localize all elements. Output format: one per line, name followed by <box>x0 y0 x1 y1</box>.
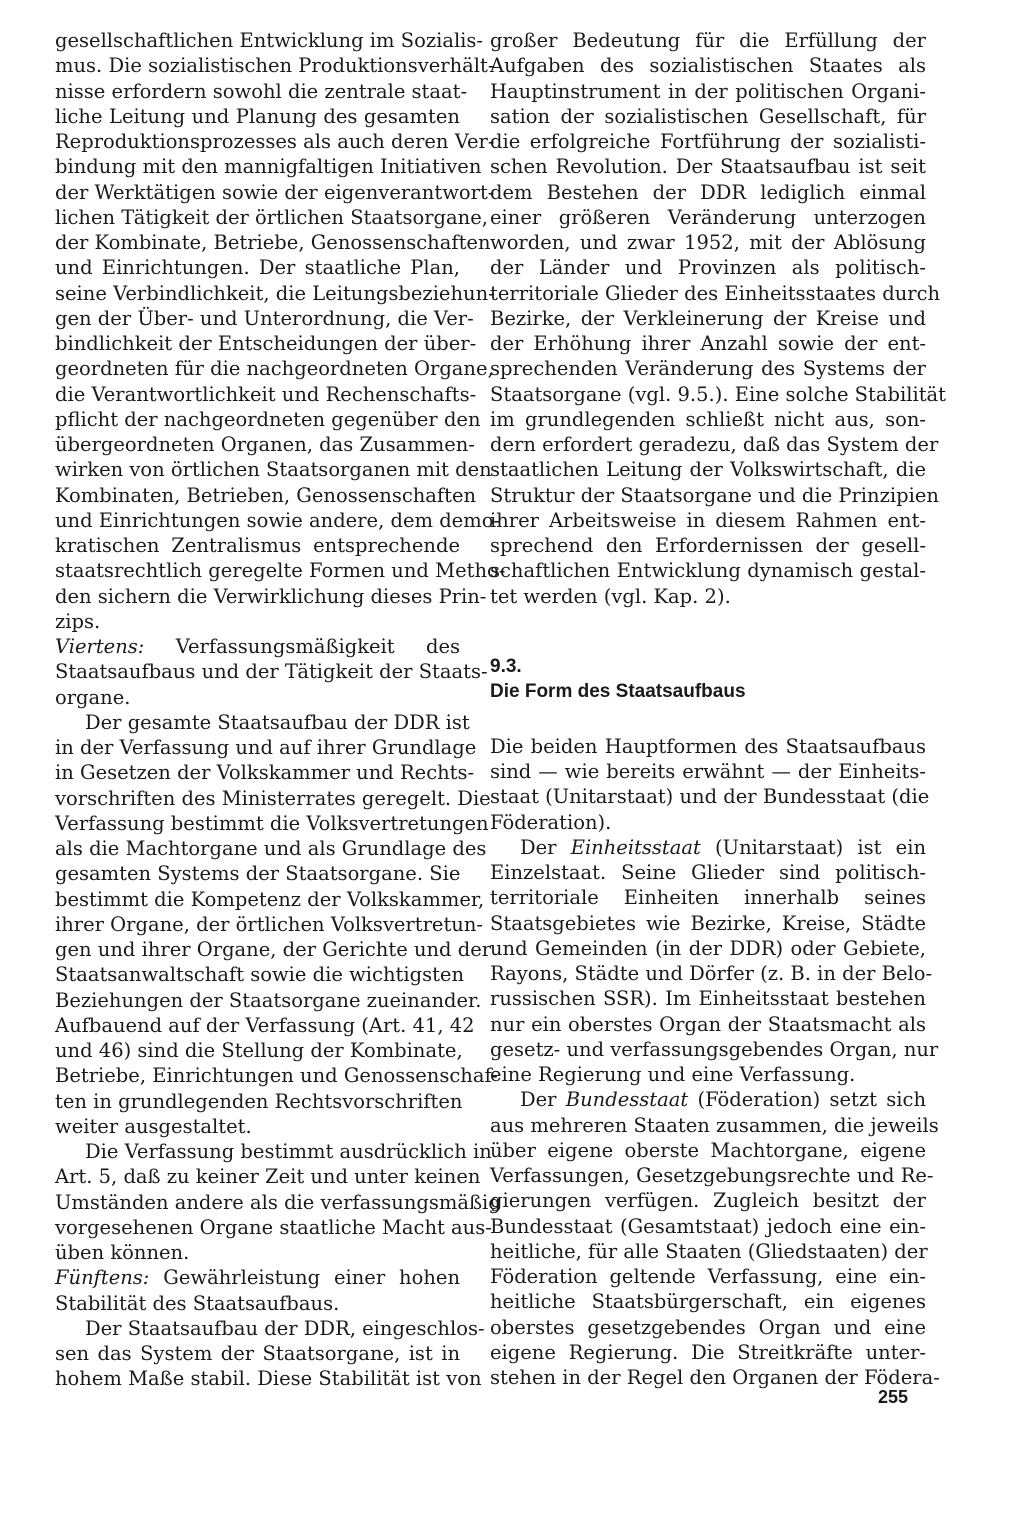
text-line: der Werktätigen sowie der eigenverantwort- <box>55 180 495 204</box>
text-line: seine Verbindlichkeit, die Leitungsbeziehun- <box>55 281 495 305</box>
text-line: der Länder und Provinzen als politisch- <box>490 256 926 280</box>
viertens-continuation <box>55 659 488 710</box>
text-line: übergeordneten Organen, das Zusammen- <box>55 433 475 456</box>
text-line: nur ein oberstes Organ der Staatsmacht als <box>490 1012 926 1036</box>
text-line: aus mehreren Staaten zusammen, die jeweils <box>490 1113 939 1137</box>
text-line: sprechenden Veränderung des Systems der <box>490 357 926 381</box>
text-line: bindlichkeit der Entscheidungen der über- <box>55 332 477 355</box>
section-number: 9.3. <box>490 655 522 677</box>
text-line: russischen SSR). Im Einheitsstaat bestehen <box>490 987 926 1011</box>
right-para-3 <box>490 860 939 1087</box>
text-line: Der Staatsaufbau der DDR, eingeschlos- <box>85 1316 485 1340</box>
text-line: ten in grundlegenden Rechtsvorschriften <box>55 1089 463 1113</box>
text-line: gen und ihrer Organe, der Gerichte und der <box>55 938 492 961</box>
text-line: im grundlegenden schließt nicht aus, son- <box>490 407 926 431</box>
text-line: wirken von örtlichen Staatsorganen mit den <box>55 458 492 482</box>
text-line: gierungen verfügen. Zugleich besitzt der <box>490 1189 926 1213</box>
text-line: die Verantwortlichkeit und Rechenschafts- <box>55 382 477 406</box>
text-line: vorgesehenen Organe staatliche Macht aus- <box>55 1215 492 1239</box>
left-para-2 <box>55 710 498 1139</box>
text-line: staat (Unitarstaat) und der Bundesstaat (die <box>490 785 930 809</box>
text-line: eine Regierung und eine Verfassung. <box>490 1063 856 1086</box>
fuenftens-continuation <box>55 1291 460 1316</box>
viertens-line <box>55 634 460 659</box>
text-line: einer größeren Veränderung unterzogen <box>490 205 926 229</box>
text-line: heitliche Staatsbürgerschaft, ein eigenes <box>490 1290 926 1314</box>
text-line: Die Verfassung bestimmt ausdrücklich in <box>85 1140 492 1163</box>
text-line: Staatsgebietes wie Bezirke, Kreise, Städte <box>490 911 926 935</box>
text-line: Verfassung bestimmt die Volksvertretungen <box>55 811 489 835</box>
viertens-label: Viertens: <box>55 635 145 658</box>
text-line: hohem Maße stabil. Diese Stabilität ist von <box>55 1367 482 1391</box>
text-line: Staatsanwaltschaft sowie die wichtigsten <box>55 963 465 987</box>
text-line: Föderation geltende Verfassung, eine ein- <box>490 1265 926 1288</box>
text-line: pflicht der nachgeordneten gegenüber den <box>55 407 481 431</box>
text-line: Betriebe, Einrichtungen und Genossenschaf- <box>55 1064 498 1088</box>
text-line: stehen in der Regel den Organen der Födera- <box>490 1366 940 1389</box>
text-line: mus. Die sozialistischen Produktionsverhält- <box>55 54 495 78</box>
viertens-text: Verfassungsmäßigkeit des <box>175 635 461 658</box>
left-para-4 <box>55 1316 485 1392</box>
text-line: Aufbauend auf der Verfassung (Art. 41, 42 <box>55 1013 475 1037</box>
text-line: zips. <box>55 609 101 633</box>
text-line: sen das System der Staatsorgane, ist in <box>55 1342 460 1365</box>
text-line: oberstes gesetzgebendes Organ und eine <box>490 1315 926 1339</box>
text-line: gesellschaftlichen Entwicklung im Sozialis- <box>55 29 484 52</box>
right-para-4 <box>490 1113 940 1391</box>
term-einheitsstaat: Einheitsstaat <box>570 835 701 859</box>
text-line: Hauptinstrument in der politischen Organi- <box>490 79 926 103</box>
text-line: den sichern die Verwirklichung dieses Prin- <box>55 584 487 608</box>
text-line: in der Verfassung und auf ihrer Grundlage <box>55 736 477 759</box>
text-line: Staatsorgane (vgl. 9.5.). Eine solche Stabilität <box>490 382 946 406</box>
text-line: üben können. <box>55 1241 190 1264</box>
text-line: territoriale Einheiten innerhalb seines <box>490 886 926 910</box>
text-line: nisse erfordern sowohl die zentrale staat- <box>55 79 468 103</box>
fuenftens-text: Gewährleistung einer hohen <box>163 1266 461 1290</box>
text-line: staatlichen Leitung der Volkswirtschaft, die <box>490 458 926 482</box>
text-line: vorschriften des Ministerrates geregelt. Die <box>55 786 491 810</box>
text-line: kratischen Zentralismus entsprechende <box>55 534 460 557</box>
text-line: Umständen andere als die verfassungsmäßig <box>55 1190 501 1214</box>
text-line: territoriale Glieder des Einheitsstaates durch <box>490 281 941 305</box>
text-line: sind — wie bereits erwähnt — der Einheits- <box>490 760 926 783</box>
text-line: großer Bedeutung für die Erfüllung der <box>490 29 926 52</box>
text-line: und 46) sind die Stellung der Kombinate, <box>55 1039 463 1062</box>
text-line: tet werden (vgl. Kap. 2). <box>490 584 731 608</box>
text-line: Verfassungen, Gesetzgebungsrechte und Re- <box>490 1164 934 1187</box>
text-line: Der gesamte Staatsaufbau der DDR ist <box>85 710 470 734</box>
text-line: Bezirke, der Verkleinerung der Kreise und <box>490 306 926 330</box>
text-line: heitliche, für alle Staaten (Gliedstaaten) der <box>490 1239 928 1263</box>
text-line: Staatsaufbaus und der Tätigkeit der Staats- <box>55 660 488 684</box>
text-line: schaftlichen Entwicklung dynamisch gestal- <box>490 559 926 583</box>
text-line: bindung mit den mannigfaltigen Initiativen <box>55 155 482 179</box>
text-line: der Erhöhung ihrer Anzahl sowie der ent- <box>490 332 926 355</box>
term-bundesstaat: Bundesstaat <box>565 1088 689 1112</box>
text-line: geordneten für die nachgeordneten Organe, <box>55 357 494 381</box>
text-line: Rayons, Städte und Dörfer (z. B. in der Belo- <box>490 962 933 985</box>
text-line: Die beiden Hauptformen des Staatsaufbaus <box>490 734 926 758</box>
text-line: Beziehungen der Staatsorgane zueinander. <box>55 988 482 1012</box>
text-line: und Gemeinden (in der DDR) oder Gebiete, <box>490 936 926 960</box>
text-line: Bundesstaat (Gesamtstaat) jedoch eine ein- <box>490 1214 926 1238</box>
text-line: Struktur der Staatsorgane und die Prinzipien <box>490 483 939 507</box>
left-para-3 <box>55 1139 501 1265</box>
section-heading <box>490 654 926 704</box>
right-para-1 <box>490 28 946 609</box>
text-line: staatsrechtlich geregelte Formen und Metho- <box>55 559 506 583</box>
text-line: gesamten Systems der Staatsorgane. Sie <box>55 862 461 886</box>
fuenftens-label: Fünftens: <box>55 1266 150 1290</box>
text-line: in Gesetzen der Volkskammer und Rechts- <box>55 761 475 785</box>
text-line: ihrer Organe, der örtlichen Volksvertretun- <box>55 912 483 936</box>
section-title: Die Form des Staatsaufbaus <box>490 680 746 702</box>
text-line: Einzelstaat. Seine Glieder sind politisch- <box>490 861 926 884</box>
text-line: die erfolgreiche Fortführung der sozialisti- <box>490 130 926 153</box>
left-para-1 <box>55 28 506 634</box>
text-line: organe. <box>55 685 131 709</box>
text-line: sprechend den Erfordernissen der gesell- <box>490 534 926 557</box>
text-line: eigene Regierung. Die Streitkräfte unter- <box>490 1340 926 1364</box>
text-line: Reproduktionsprozesses als auch deren Ver- <box>55 130 495 153</box>
page-number: 255 <box>878 1387 909 1407</box>
text-line: und Einrichtungen. Der staatliche Plan, <box>55 256 460 280</box>
right-column <box>490 28 946 1390</box>
text-line: ihrer Arbeitsweise in diesem Rahmen ent- <box>490 508 926 532</box>
text-line: Aufgaben des sozialistischen Staates als <box>490 54 926 78</box>
text-line: Föderation). <box>490 810 612 834</box>
text-line: weiter ausgestaltet. <box>55 1114 252 1138</box>
bundesstaat-line: Der Bundesstaat (Föderation) setzt sich <box>520 1088 926 1112</box>
text-line: gesetz- und verfassungsgebendes Organ, nur <box>490 1037 939 1061</box>
text-line: dem Bestehen der DDR lediglich einmal <box>490 180 926 204</box>
text-line: dern erfordert geradezu, daß das System der <box>490 433 939 456</box>
text-line: Stabilität des Staatsaufbaus. <box>55 1291 340 1315</box>
text-line: der Kombinate, Betriebe, Genossenschaften <box>55 231 491 254</box>
text-line: über eigene oberste Machtorgane, eigene <box>490 1138 926 1162</box>
text-line: und Einrichtungen sowie andere, dem demo- <box>55 508 501 532</box>
text-line: gen der Über- und Unterordnung, die Ver- <box>55 306 474 330</box>
text-line: schen Revolution. Der Staatsaufbau ist seit <box>490 155 926 179</box>
text-line: Kombinaten, Betrieben, Genossenschaften <box>55 483 477 507</box>
text-line: sation der sozialistischen Gesellschaft, für <box>490 104 926 128</box>
fuenftens-line <box>55 1265 460 1290</box>
text-line: Art. 5, daß zu keiner Zeit und unter keinen <box>55 1165 481 1189</box>
text-line: lichen Tätigkeit der örtlichen Staatsorgane, <box>55 205 488 229</box>
text-line: liche Leitung und Planung des gesamten <box>55 104 460 128</box>
right-para-2 <box>490 734 930 835</box>
text-line: bestimmt die Kompetenz der Volkskammer, <box>55 887 485 911</box>
text-line: worden, und zwar 1952, mit der Ablösung <box>490 231 926 254</box>
einheitsstaat-line: Der Einheitsstaat (Unitarstaat) ist ein <box>520 835 927 859</box>
text-line: als die Machtorgane und als Grundlage des <box>55 837 487 860</box>
